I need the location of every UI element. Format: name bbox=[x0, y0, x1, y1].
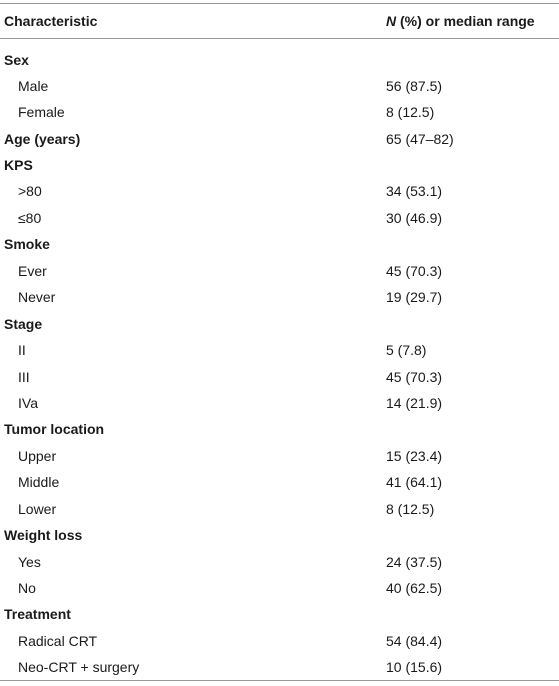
table-row bbox=[0, 258, 559, 284]
column-header-characteristic: Characteristic bbox=[0, 4, 386, 39]
row-value: 10 (15.6) bbox=[386, 654, 559, 680]
row-label: Upper bbox=[18, 447, 57, 464]
row-value: 8 (12.5) bbox=[386, 500, 435, 517]
row-value: 56 (87.5) bbox=[386, 77, 443, 94]
row-label: Tumor location bbox=[4, 421, 105, 438]
row-value: 40 (62.5) bbox=[386, 580, 443, 597]
table-row bbox=[0, 601, 559, 627]
column-header-value bbox=[386, 4, 559, 39]
table-row bbox=[0, 125, 559, 151]
table-row bbox=[0, 496, 559, 522]
table-row bbox=[0, 575, 559, 601]
table-row bbox=[0, 205, 559, 231]
row-value: 14 (21.9) bbox=[386, 394, 443, 411]
row-label: Radical CRT bbox=[18, 632, 98, 649]
row-value: 30 (46.9) bbox=[386, 209, 443, 226]
row-label: Treatment bbox=[4, 606, 71, 623]
column-header-value-n: N bbox=[386, 13, 397, 29]
row-label: >80 bbox=[18, 183, 42, 200]
row-label: Middle bbox=[18, 474, 60, 491]
row-label: Never bbox=[18, 289, 56, 306]
table-row bbox=[0, 469, 559, 495]
table-row bbox=[0, 337, 559, 363]
row-value: 15 (23.4) bbox=[386, 447, 443, 464]
row-label: Smoke bbox=[4, 236, 50, 253]
row-label: ≤80 bbox=[18, 209, 42, 226]
row-value bbox=[386, 231, 559, 257]
table-row bbox=[0, 178, 559, 204]
column-header-value-rest: (%) or median range bbox=[396, 13, 535, 29]
row-label: III bbox=[18, 368, 30, 385]
row-label: KPS bbox=[4, 157, 33, 174]
row-value bbox=[386, 39, 559, 73]
row-value bbox=[386, 416, 559, 442]
table-row bbox=[0, 39, 559, 73]
row-value bbox=[386, 310, 559, 336]
row-value: 24 (37.5) bbox=[386, 553, 443, 570]
row-value bbox=[386, 522, 559, 548]
row-value: 19 (29.7) bbox=[386, 289, 443, 306]
row-label: II bbox=[18, 342, 26, 359]
row-value: 45 (70.3) bbox=[386, 368, 443, 385]
table-row bbox=[0, 416, 559, 442]
table-row bbox=[0, 443, 559, 469]
row-value bbox=[386, 601, 559, 627]
row-label: Ever bbox=[18, 262, 47, 279]
row-label: No bbox=[18, 580, 36, 597]
row-label: Lower bbox=[18, 500, 57, 517]
table-row bbox=[0, 522, 559, 548]
table-row bbox=[0, 363, 559, 389]
table-row bbox=[0, 390, 559, 416]
table-row bbox=[0, 548, 559, 574]
table-row bbox=[0, 654, 559, 680]
row-label: Yes bbox=[18, 553, 41, 570]
characteristics-table bbox=[0, 3, 559, 681]
table-row bbox=[0, 284, 559, 310]
row-label: Male bbox=[18, 77, 49, 94]
table-header bbox=[0, 4, 559, 39]
table-row bbox=[0, 628, 559, 654]
row-value: 54 (84.4) bbox=[386, 632, 443, 649]
row-value: 45 (70.3) bbox=[386, 262, 443, 279]
row-value: 41 (64.1) bbox=[386, 474, 443, 491]
row-label: Female bbox=[18, 104, 65, 121]
table-row bbox=[0, 231, 559, 257]
row-value: 65 (47–82) bbox=[386, 130, 454, 147]
row-label: IVa bbox=[18, 394, 38, 411]
row-label: Weight loss bbox=[4, 527, 83, 544]
table-body bbox=[0, 39, 559, 681]
row-label: Neo-CRT + surgery bbox=[0, 654, 386, 680]
row-label: Age (years) bbox=[4, 130, 81, 147]
row-label: Sex bbox=[4, 51, 29, 68]
header-row bbox=[0, 4, 559, 39]
table-row bbox=[0, 152, 559, 178]
table-row bbox=[0, 73, 559, 99]
table-row bbox=[0, 310, 559, 336]
row-label: Stage bbox=[4, 315, 43, 332]
row-value: 5 (7.8) bbox=[386, 342, 427, 359]
row-value: 34 (53.1) bbox=[386, 183, 443, 200]
table-row bbox=[0, 99, 559, 125]
row-value bbox=[386, 152, 559, 178]
row-value: 8 (12.5) bbox=[386, 104, 435, 121]
